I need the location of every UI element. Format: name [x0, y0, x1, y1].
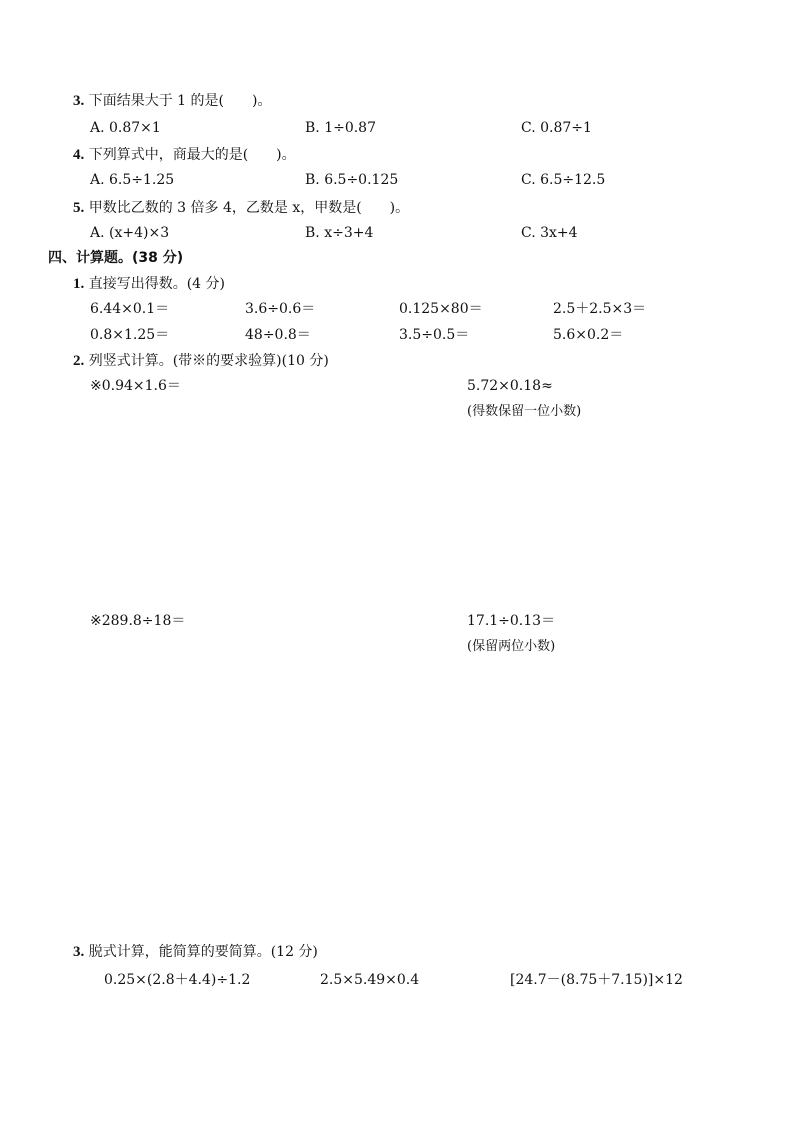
question-5 [73, 199, 409, 217]
question-number: 3. [73, 944, 85, 960]
rounding-note: (保留两位小数) [467, 639, 556, 654]
oral-calc-item: 6.44×0.1＝ [90, 301, 170, 317]
option-b: B. 6.5÷0.125 [305, 172, 399, 188]
question-number: 2. [73, 353, 85, 369]
step-calc-item: 2.5×5.49×0.4 [320, 972, 420, 988]
option-a: A. 0.87×1 [90, 120, 161, 136]
question-number: 4. [73, 147, 85, 163]
option-c: C. 3x+4 [521, 225, 578, 241]
question-text: 下列算式中，商最大的是( )。 [88, 147, 296, 163]
oral-calc-item: 3.6÷0.6＝ [245, 301, 316, 317]
vertical-calc-item: 5.72×0.18≈ [467, 378, 553, 394]
option-c: C. 0.87÷1 [521, 120, 592, 136]
calc-question-3 [73, 943, 318, 961]
option-c: C. 6.5÷12.5 [521, 172, 606, 188]
vertical-calc-item: ※289.8÷18＝ [90, 613, 186, 629]
vertical-calc-item: ※0.94×1.6＝ [90, 378, 181, 394]
oral-calc-item: 48÷0.8＝ [245, 327, 311, 343]
question-number: 5. [73, 200, 85, 216]
question-text: 列竖式计算。(带※的要求验算)(10 分) [88, 353, 329, 369]
question-number: 3. [73, 93, 85, 109]
option-b: B. 1÷0.87 [305, 120, 376, 136]
calc-question-1 [73, 275, 225, 293]
question-text: 下面结果大于 1 的是( )。 [88, 93, 272, 109]
oral-calc-item: 3.5÷0.5＝ [399, 327, 470, 343]
option-a: A. (x+4)×3 [90, 225, 170, 241]
question-text: 甲数比乙数的 3 倍多 4，乙数是 x，甲数是( )。 [88, 200, 410, 216]
question-text: 直接写出得数。(4 分) [88, 276, 225, 292]
vertical-calc-item: 17.1÷0.13＝ [467, 613, 556, 629]
step-calc-item: 0.25×(2.8＋4.4)÷1.2 [104, 972, 251, 988]
option-a: A. 6.5÷1.25 [90, 172, 175, 188]
section-title: 四、计算题。(38 分) [48, 250, 184, 266]
question-number: 1. [73, 276, 85, 292]
question-text: 脱式计算，能简算的要简算。(12 分) [88, 944, 318, 960]
option-b: B. x÷3+4 [305, 225, 374, 241]
oral-calc-item: 5.6×0.2＝ [553, 327, 624, 343]
calc-question-2 [73, 352, 329, 370]
oral-calc-item: 0.125×80＝ [399, 301, 483, 317]
oral-calc-item: 2.5＋2.5×3＝ [553, 301, 647, 317]
rounding-note: (得数保留一位小数) [467, 404, 582, 419]
question-3 [73, 92, 271, 110]
oral-calc-item: 0.8×1.25＝ [90, 327, 170, 343]
question-4 [73, 146, 296, 164]
step-calc-item: [24.7－(8.75＋7.15)]×12 [510, 972, 683, 988]
